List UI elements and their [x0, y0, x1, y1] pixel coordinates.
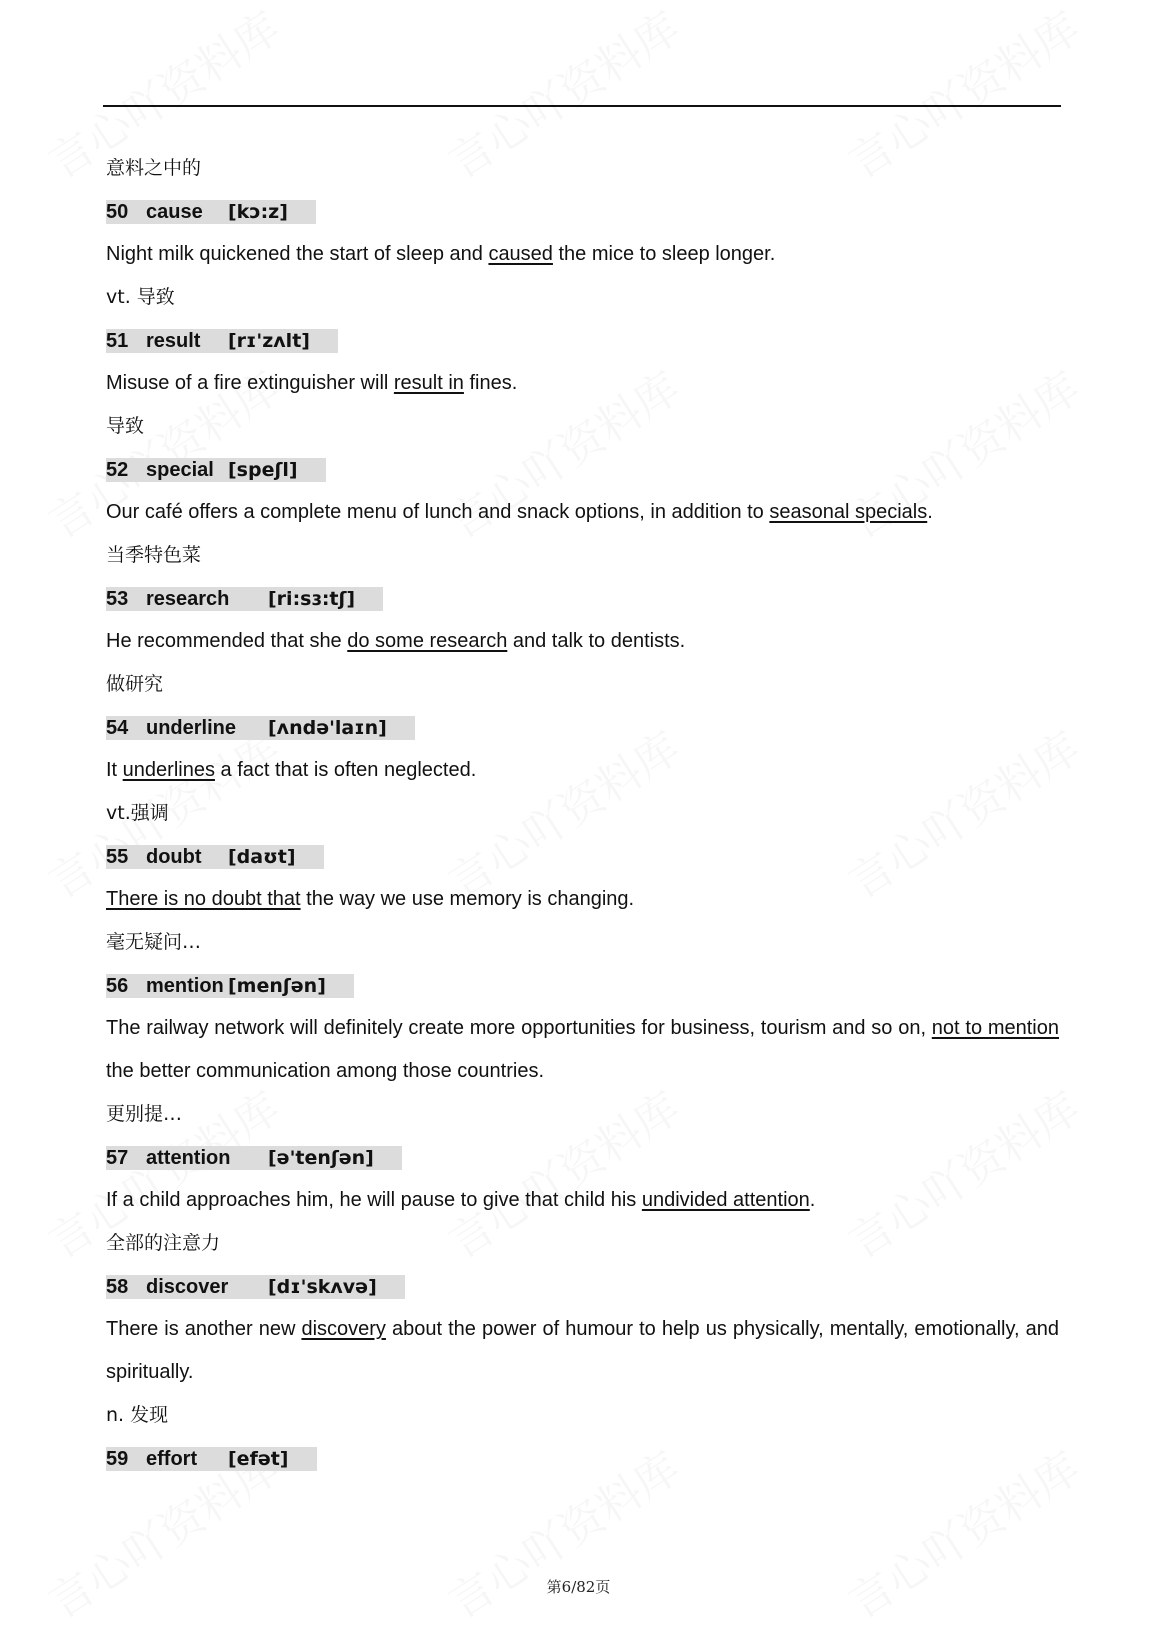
example-sentence: Misuse of a fire extinguisher will result in fines.: [106, 372, 518, 394]
example-sentence: The railway network will definitely create more opportunities for business, tourism and so on, not to mention the better communication among those countries.: [106, 1017, 1059, 1082]
entry-number: 56: [106, 974, 129, 997]
key-phrase: do some research: [347, 630, 508, 652]
headword: [106, 1136, 1059, 1179]
entry-word: research: [146, 587, 230, 610]
entry-ipa: [ri:sɜ:tʃ]: [268, 587, 356, 610]
headword: [106, 190, 1059, 233]
entry-number: 58: [106, 1275, 129, 1298]
entry-number: 51: [106, 329, 129, 352]
meaning: vt.强调: [106, 802, 169, 824]
entry-number: 50: [106, 200, 129, 223]
meaning: 做研究: [106, 673, 164, 695]
entry-number: 55: [106, 845, 129, 868]
entry-number: 59: [106, 1447, 129, 1470]
entry-ipa: [menʃən]: [228, 974, 326, 997]
headword: [106, 577, 1059, 620]
example-sentence: He recommended that she do some research and talk to dentists.: [106, 630, 686, 652]
key-phrase: There is no doubt that: [106, 888, 301, 910]
example-sentence: Night milk quickened the start of sleep and caused the mice to sleep longer.: [106, 243, 776, 265]
meaning: 当季特色菜: [106, 544, 202, 566]
entry-word: cause: [146, 200, 203, 223]
headword: [106, 1265, 1059, 1308]
headword: [106, 835, 1059, 878]
entry-number: 53: [106, 587, 129, 610]
entry-number: 52: [106, 458, 129, 481]
key-phrase: not to mention: [931, 1017, 1059, 1039]
meaning: vt. 导致: [106, 286, 175, 308]
headword: [106, 319, 1059, 362]
entry-number: 57: [106, 1146, 129, 1169]
vocab-list: [106, 147, 1059, 1480]
key-phrase: result in: [393, 372, 464, 394]
key-phrase: caused: [488, 243, 553, 265]
headword: [106, 1437, 1059, 1480]
entry-ipa: [daʊt]: [228, 845, 296, 868]
headword: [106, 448, 1059, 491]
key-phrase: seasonal specials: [769, 501, 928, 523]
entry-ipa: [kɔ:z]: [228, 200, 288, 223]
entry-word: mention: [146, 974, 224, 997]
entry-ipa: [speʃl]: [228, 458, 298, 481]
headword: [106, 706, 1059, 749]
page-number: 第6/82页: [546, 1578, 611, 1596]
example-sentence: If a child approaches him, he will pause to give that child his undivided attention.: [106, 1189, 816, 1211]
entry-word: result: [146, 329, 201, 352]
headword: [106, 964, 1059, 1007]
entry-ipa: [dɪ'skʌvə]: [268, 1275, 377, 1298]
key-phrase: undivided attention: [641, 1189, 810, 1211]
key-phrase: discovery: [301, 1318, 386, 1340]
key-phrase: underlines: [122, 759, 215, 781]
meaning: n. 发现: [106, 1404, 169, 1426]
example-sentence: It underlines a fact that is often neglected.: [106, 759, 477, 781]
entry-word: underline: [146, 716, 237, 739]
meaning: 全部的注意力: [106, 1232, 221, 1254]
entry-ipa: [rɪ'zʌlt]: [228, 329, 310, 352]
meaning: 导致: [106, 415, 145, 437]
entry-word: doubt: [146, 845, 202, 868]
entry-number: 54: [106, 716, 129, 739]
header-rule: [103, 105, 1061, 107]
entry-ipa: [ʌndə'laɪn]: [268, 716, 387, 739]
example-sentence: There is no doubt that the way we use memory is changing.: [106, 888, 635, 910]
entry-ipa: [ə'tenʃən]: [268, 1146, 374, 1169]
example-sentence: Our café offers a complete menu of lunch and snack options, in addition to seasonal specials.: [106, 501, 933, 523]
entry-word: effort: [146, 1447, 198, 1470]
example-sentence: There is another new discovery about the power of humour to help us physically, mentally, emotionally, and spiritually.: [106, 1318, 1060, 1383]
meaning: 更别提…: [106, 1103, 183, 1125]
top-note: 意料之中的: [106, 157, 202, 179]
entry-ipa: [efət]: [228, 1447, 289, 1470]
meaning: 毫无疑问…: [106, 931, 202, 953]
entry-word: discover: [146, 1275, 229, 1298]
entry-word: attention: [146, 1146, 231, 1169]
entry-word: special: [146, 458, 214, 481]
